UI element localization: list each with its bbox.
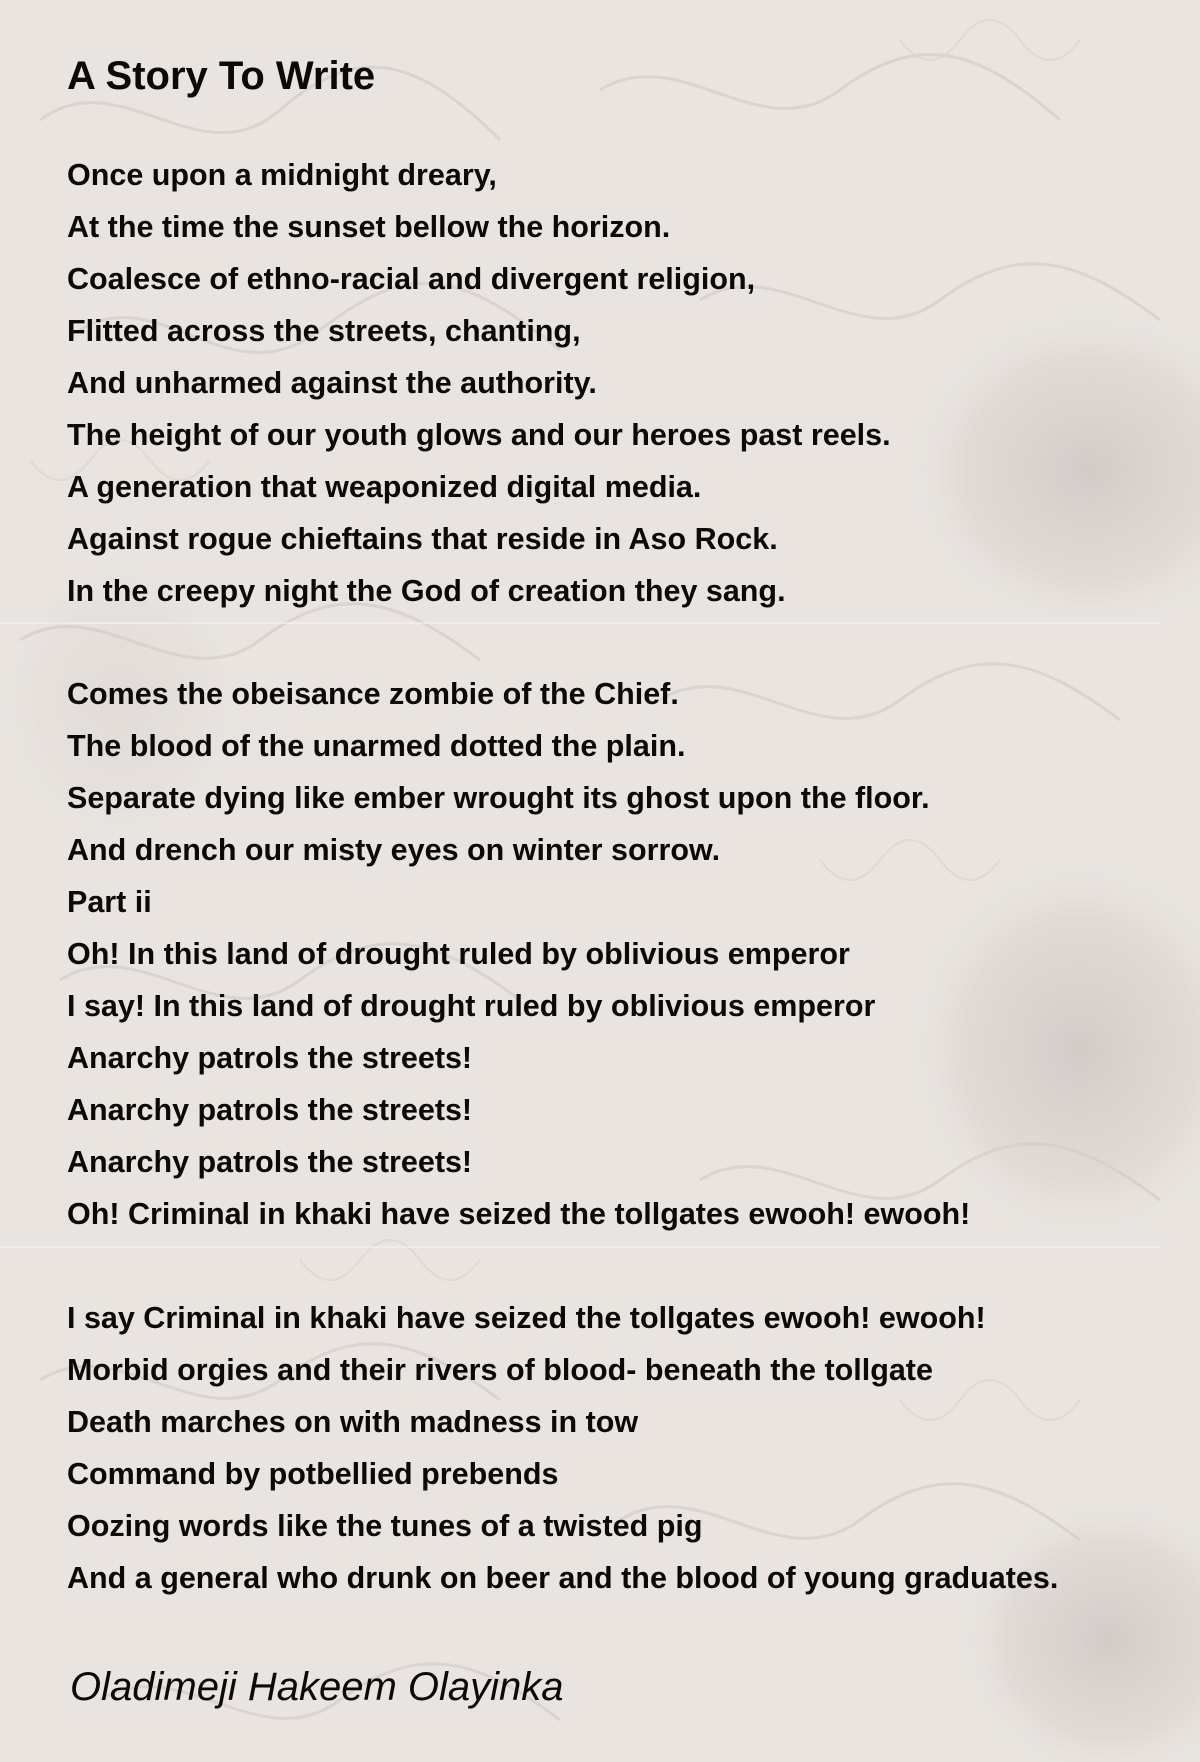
poem-line: The blood of the unarmed dotted the plain. bbox=[67, 729, 686, 763]
poem-line: And drench our misty eyes on winter sorrow. bbox=[67, 833, 721, 867]
poem-line: And unharmed against the authority. bbox=[67, 366, 597, 400]
stanza-3 bbox=[67, 1292, 1058, 1604]
poem-line: Anarchy patrols the streets! bbox=[67, 1093, 473, 1127]
poem-line: At the time the sunset bellow the horizon. bbox=[67, 210, 671, 244]
poem-line: Coalesce of ethno-racial and divergent religion, bbox=[67, 262, 756, 296]
poem-line: Separate dying like ember wrought its ghost upon the floor. bbox=[67, 781, 930, 815]
poem-line: Oh! Criminal in khaki have seized the tollgates ewooh! ewooh! bbox=[67, 1197, 971, 1231]
stanza-2 bbox=[67, 668, 970, 1240]
poem-line: Death marches on with madness in tow bbox=[67, 1405, 639, 1439]
poem-line: Comes the obeisance zombie of the Chief. bbox=[67, 677, 679, 711]
poem-line: Anarchy patrols the streets! bbox=[67, 1041, 473, 1075]
poem-line: I say! In this land of drought ruled by oblivious emperor bbox=[67, 989, 876, 1023]
poem-line: Command by potbellied prebends bbox=[67, 1457, 559, 1491]
poem-line: Anarchy patrols the streets! bbox=[67, 1145, 473, 1179]
poem-line: In the creepy night the God of creation they sang. bbox=[67, 574, 786, 608]
poem-line: I say Criminal in khaki have seized the tollgates ewooh! ewooh! bbox=[67, 1301, 986, 1335]
poem-author: Oladimeji Hakeem Olayinka bbox=[70, 1665, 564, 1709]
poem-line: Flitted across the streets, chanting, bbox=[67, 314, 581, 348]
poem-line: The height of our youth glows and our heroes past reels. bbox=[67, 418, 891, 452]
poem-line: Part ii bbox=[67, 885, 152, 919]
poem-line: Against rogue chieftains that reside in Aso Rock. bbox=[67, 522, 778, 556]
poem-line: Once upon a midnight dreary, bbox=[67, 158, 497, 192]
poem-title: A Story To Write bbox=[67, 54, 376, 98]
poem-line: Morbid orgies and their rivers of blood- beneath the tollgate bbox=[67, 1353, 933, 1387]
poem-line: A generation that weaponized digital media. bbox=[67, 470, 702, 504]
stanza-1 bbox=[67, 149, 891, 617]
poem-line: Oozing words like the tunes of a twisted pig bbox=[67, 1509, 703, 1543]
poem-line: Oh! In this land of drought ruled by oblivious emperor bbox=[67, 937, 850, 971]
poem-line: And a general who drunk on beer and the blood of young graduates. bbox=[67, 1561, 1059, 1595]
